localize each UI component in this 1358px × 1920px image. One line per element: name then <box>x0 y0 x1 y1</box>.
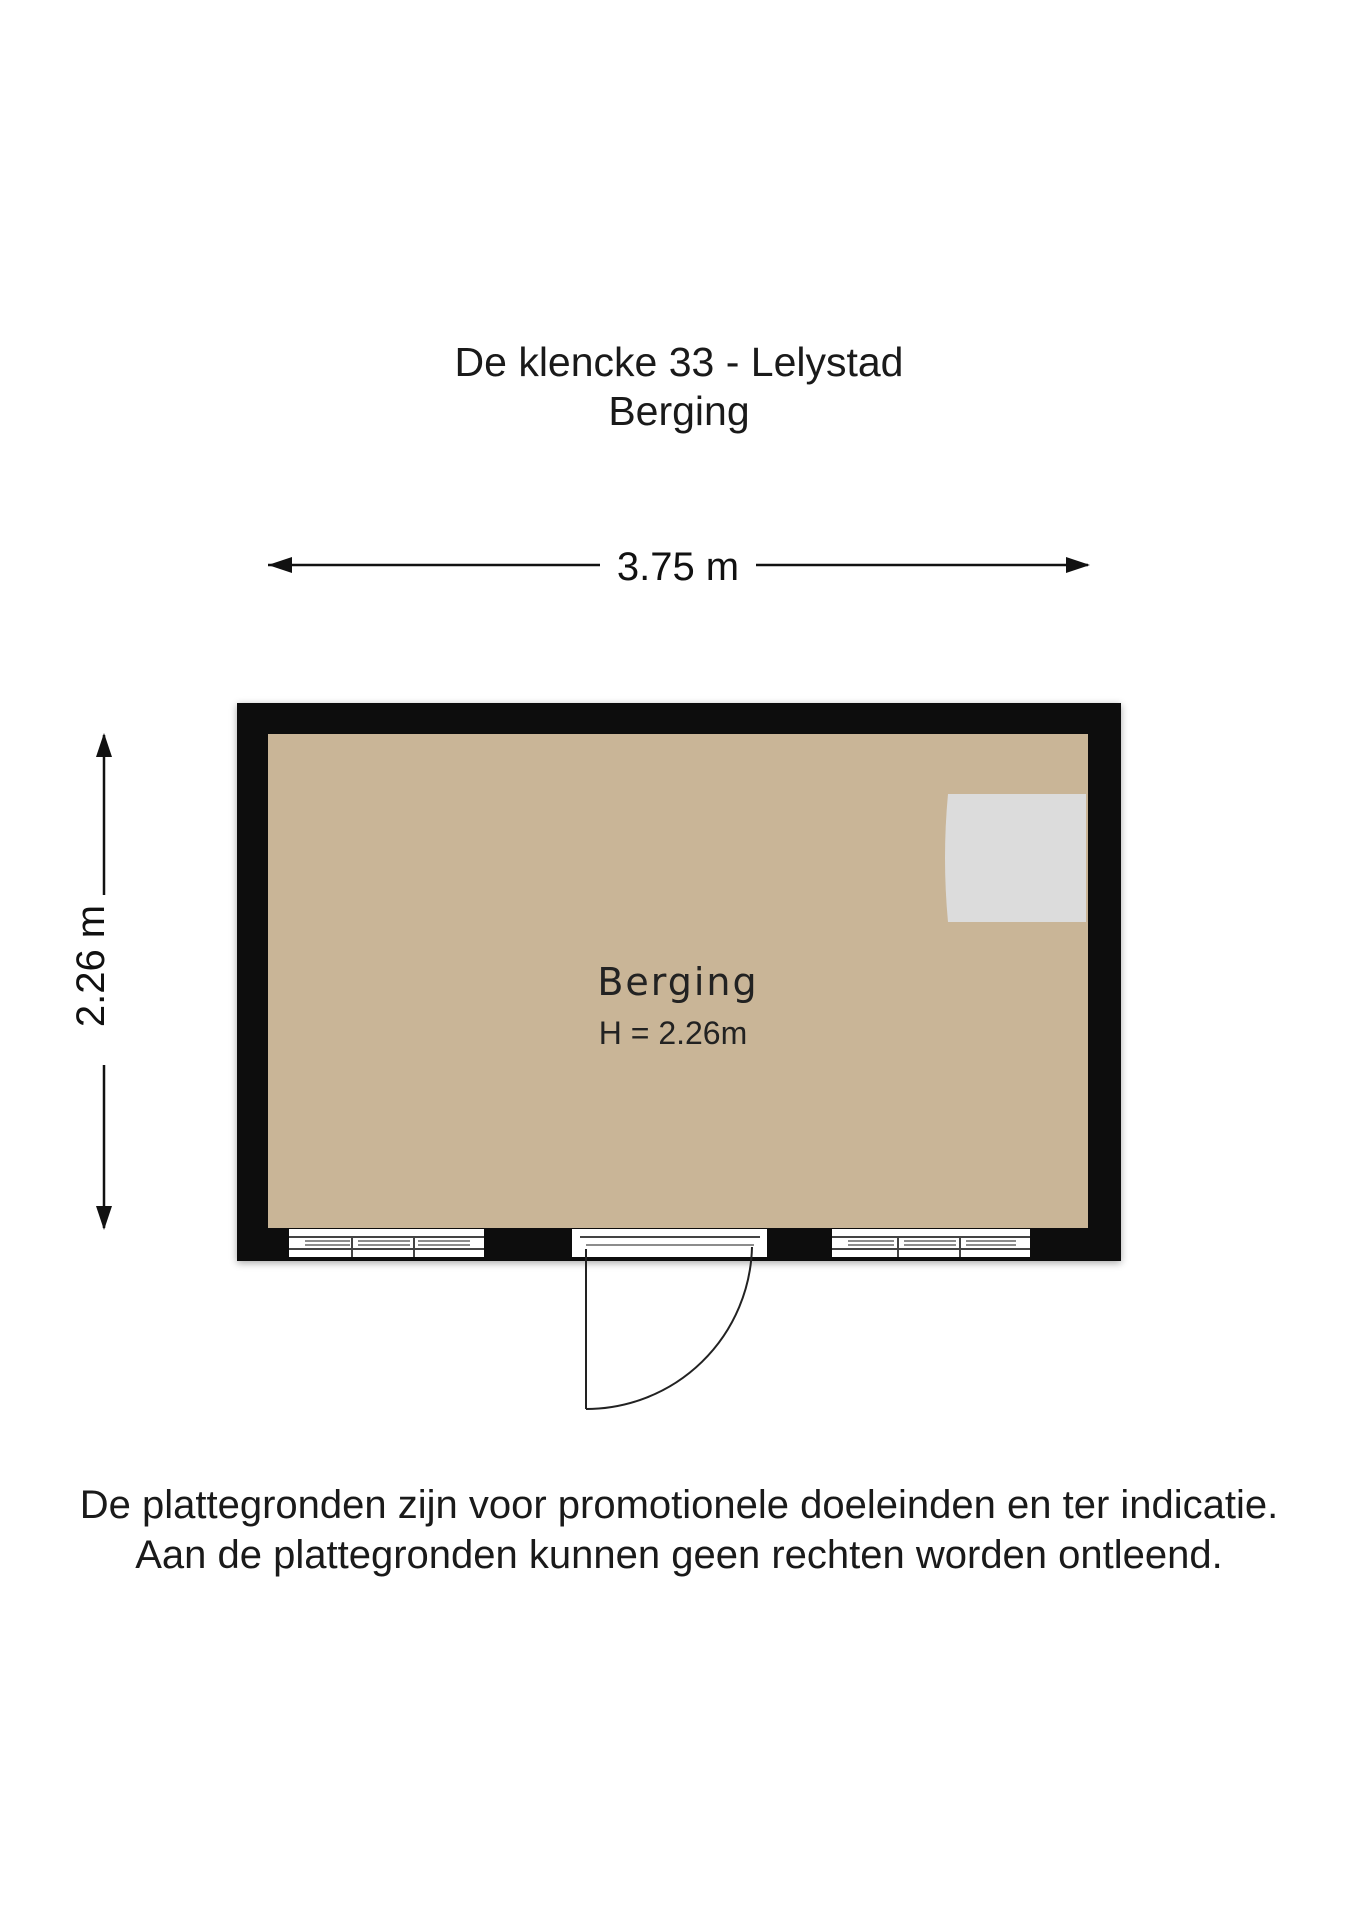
door <box>572 1229 767 1409</box>
room-name: Berging <box>597 960 759 1004</box>
door-swing-arc <box>586 1247 752 1409</box>
width-dimension <box>268 545 1090 589</box>
floor-subtitle: Berging <box>608 388 750 434</box>
window-left <box>289 1229 484 1257</box>
fixture-unit <box>945 794 1086 922</box>
address-title: De klencke 33 - Lelystad <box>454 339 904 385</box>
disclaimer-line-1: De plattegronden zijn voor promotionele doeleinden en ter indicatie. <box>79 1483 1279 1527</box>
room-height: H = 2.26m <box>598 1015 748 1051</box>
depth-dimension <box>69 733 113 1230</box>
width-label: 3.75 m <box>616 545 740 589</box>
arrow-up-icon <box>96 733 112 757</box>
arrow-left-icon <box>268 557 292 573</box>
arrow-right-icon <box>1066 557 1090 573</box>
window-right <box>832 1229 1030 1257</box>
disclaimer <box>0 1480 1358 1580</box>
disclaimer-line-2: Aan de plattegronden kunnen geen rechten worden ontleend. <box>135 1533 1223 1577</box>
depth-label: 2.26 m <box>69 904 113 1028</box>
arrow-down-icon <box>96 1206 112 1230</box>
